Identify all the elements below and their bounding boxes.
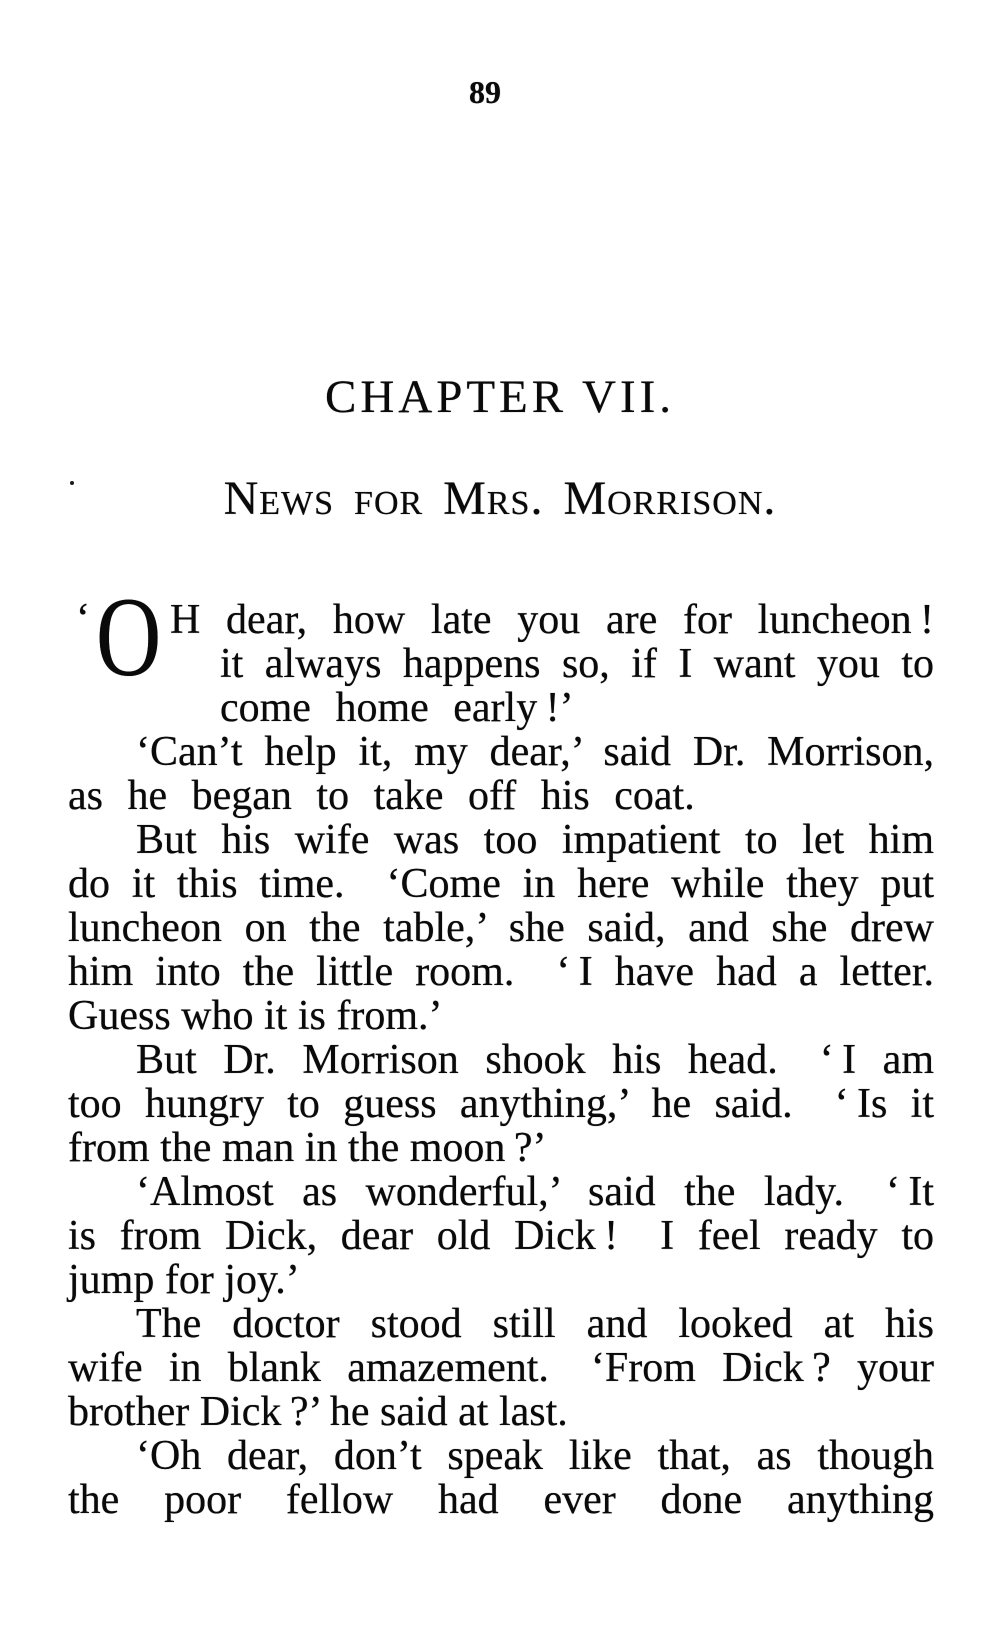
chapter-heading: CHAPTER VII.: [324, 371, 676, 423]
drop-cap-letter: O: [96, 575, 162, 700]
text-line: Guess who it is from.’: [68, 993, 443, 1039]
chapter-subtitle: News for Mrs. Morrison.: [223, 472, 777, 525]
text-line: too hungry to guess anything,’ he said. ‘ Is it: [68, 1081, 934, 1127]
text-line: The doctor stood still and looked at his: [136, 1301, 934, 1347]
text-line: But Dr. Morrison shook his head. ‘ I am: [136, 1037, 934, 1083]
text-line: ‘Can’t help it, my dear,’ said Dr. Morrison,: [136, 729, 934, 775]
text-line: it always happens so, if I want you to: [220, 641, 934, 687]
text-line: come home early !’: [220, 685, 574, 731]
text-line: him into the little room. ‘ I have had a letter.: [68, 949, 934, 995]
text-line: wife in blank amazement. ‘From Dick ? your: [68, 1345, 934, 1391]
body-text: [68, 575, 934, 1523]
text-line: from the man in the moon ?’: [68, 1125, 547, 1171]
page-number: 89: [469, 74, 501, 110]
open-quote: ‘: [76, 596, 90, 642]
text-line: the poor fellow had ever done anything: [68, 1477, 934, 1523]
text-line: ‘Almost as wonderful,’ said the lady. ‘ It: [136, 1169, 934, 1215]
text-line: luncheon on the table,’ she said, and she drew: [68, 905, 934, 951]
text-line: is from Dick, dear old Dick ! I feel ready to: [68, 1213, 934, 1259]
text-line: ‘Oh dear, don’t speak like that, as though: [136, 1433, 934, 1479]
text-line: H dear, how late you are for luncheon !: [170, 597, 934, 643]
paragraph-lines: [68, 575, 934, 1523]
text-line: But his wife was too impatient to let him: [136, 817, 934, 863]
text-line: as he began to take off his coat.: [68, 773, 695, 819]
text-line: jump for joy.’: [68, 1257, 300, 1303]
text-line: do it this time. ‘Come in here while they put: [68, 861, 934, 907]
drop-cap: [76, 575, 176, 700]
text-line: brother Dick ?’ he said at last.: [68, 1389, 568, 1435]
